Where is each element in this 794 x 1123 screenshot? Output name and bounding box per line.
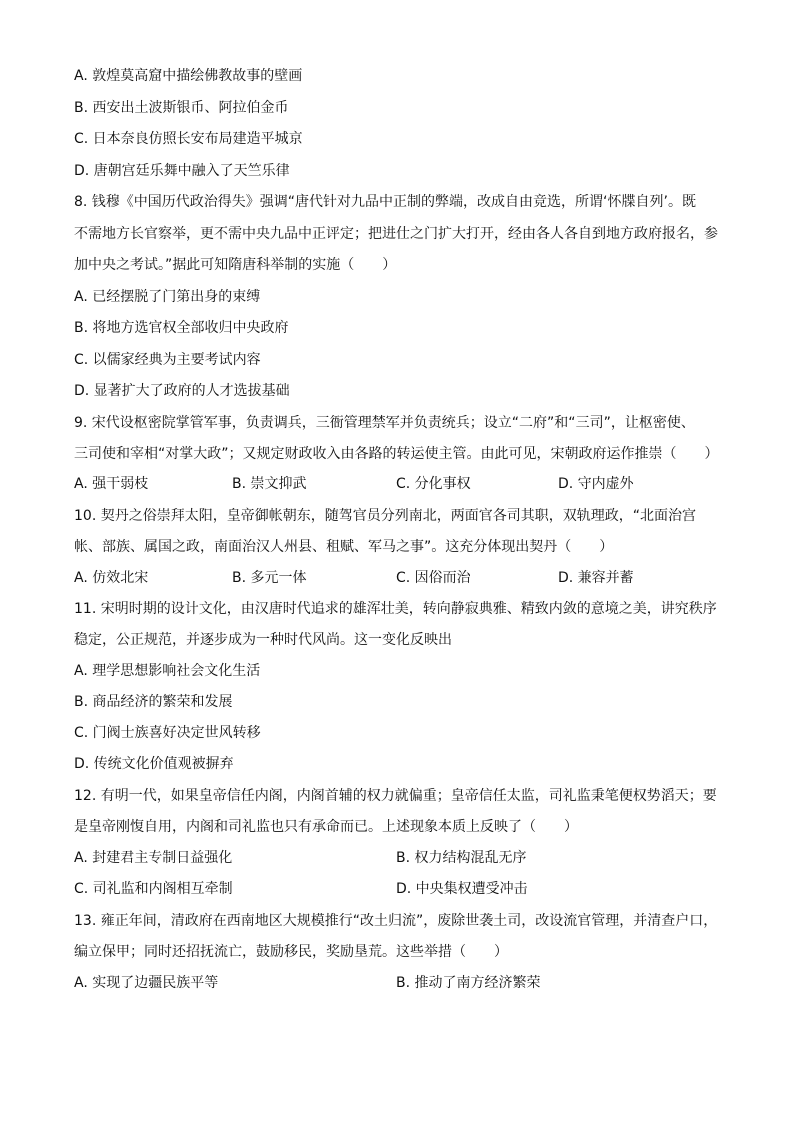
q11-option-a: A. 理学思想影响社会文化生活 bbox=[74, 663, 261, 679]
q10-option-c: C. 因俗而治 bbox=[396, 570, 471, 586]
q13-option-b: B. 推动了南方经济繁荣 bbox=[396, 975, 541, 991]
q8-option-b: B. 将地方选官权全部收归中央政府 bbox=[74, 320, 289, 336]
q12-option-c: C. 司礼监和内阁相互牵制 bbox=[74, 881, 233, 897]
q10-stem-line-1: 10. 契丹之俗崇拜太阳，皇帝御帐朝东，随驾官员分列南北，两面官各司其职，双轨理政，“北面治宫 bbox=[74, 508, 696, 524]
q7-option-b: B. 西安出土波斯银币、阿拉伯金币 bbox=[74, 100, 289, 116]
q11-stem-line-1: 11. 宋明时期的设计文化，由汉唐时代追求的雄浑壮美，转向静寂典雅、精致内敛的意境之美，讲究秩序 bbox=[74, 601, 717, 617]
q8-stem-line-3: 加中央之考试。”据此可知隋唐科举制的实施（ ） bbox=[74, 257, 397, 273]
q9-option-a: A. 强干弱枝 bbox=[74, 476, 149, 492]
q9-stem-line-1: 9. 宋代设枢密院掌管军事，负责调兵，三衙管理禁军并负责统兵；设立“二府”和“三司”，让枢密使、 bbox=[74, 415, 695, 431]
q8-stem-line-1: 8. 钱穆《中国历代政治得失》强调“唐代针对九品中正制的弊端，改成自由竞选，所谓‘怀牒自列’。既 bbox=[74, 194, 696, 210]
q9-option-d: D. 守内虚外 bbox=[558, 476, 634, 492]
q13-stem-line-1: 13. 雍正年间，清政府在西南地区大规模推行“改土归流”，废除世袭土司，改设流官管理，并清查户口， bbox=[74, 913, 718, 929]
q12-option-b: B. 权力结构混乱无序 bbox=[396, 850, 527, 866]
q11-option-c: C. 门阀士族喜好决定世风转移 bbox=[74, 725, 261, 741]
q10-option-a: A. 仿效北宋 bbox=[74, 570, 149, 586]
q9-option-b: B. 崇文抑武 bbox=[232, 476, 307, 492]
q7-option-c: C. 日本奈良仿照长安布局建造平城京 bbox=[74, 131, 303, 147]
q13-options-row-1 bbox=[74, 973, 764, 993]
q9-options bbox=[74, 474, 764, 494]
q7-option-d: D. 唐朝宫廷乐舞中融入了天竺乐律 bbox=[74, 163, 290, 179]
q12-option-d: D. 中央集权遭受冲击 bbox=[396, 881, 528, 897]
q12-stem-line-1: 12. 有明一代，如果皇帝信任内阁，内阁首辅的权力就偏重；皇帝信任太监，司礼监秉笔便权势滔天；要 bbox=[74, 788, 717, 804]
q10-option-b: B. 多元一体 bbox=[232, 570, 307, 586]
q10-options bbox=[74, 568, 764, 588]
q10-option-d: D. 兼容并蓄 bbox=[558, 570, 634, 586]
q12-option-a: A. 封建君主专制日益强化 bbox=[74, 850, 233, 866]
q8-option-c: C. 以儒家经典为主要考试内容 bbox=[74, 352, 261, 368]
q8-stem-line-2: 不需地方长官察举，更不需中央九品中正评定；把进仕之门扩大打开，经由各人各自到地方政府报名，参 bbox=[74, 226, 718, 242]
q11-stem-line-2: 稳定，公正规范，并逐步成为一种时代风尚。这一变化反映出 bbox=[74, 632, 452, 648]
q11-option-b: B. 商品经济的繁荣和发展 bbox=[74, 694, 233, 710]
q13-stem-line-2: 编立保甲；同时还招抚流亡，鼓励移民，奖励垦荒。这些举措（ ） bbox=[74, 944, 508, 960]
q8-option-a: A. 已经摆脱了门第出身的束缚 bbox=[74, 289, 261, 305]
q9-stem-line-2: 三司使和宰相“对掌大政”；又规定财政收入由各路的转运使主管。由此可见，宋朝政府运作推崇（ ） bbox=[74, 446, 719, 462]
q12-options-row-1 bbox=[74, 848, 764, 868]
q10-stem-line-2: 帐、部族、属国之政，南面治汉人州县、租赋、军马之事”。这充分体现出契丹（ ） bbox=[74, 539, 614, 555]
q7-option-a: A. 敦煌莫高窟中描绘佛教故事的壁画 bbox=[74, 68, 303, 84]
q12-stem-line-2: 是皇帝刚愎自用，内阁和司礼监也只有承命而已。上述现象本质上反映了（ ） bbox=[74, 819, 578, 835]
q13-option-a: A. 实现了边疆民族平等 bbox=[74, 975, 219, 991]
q12-options-row-2 bbox=[74, 879, 764, 899]
q9-option-c: C. 分化事权 bbox=[396, 476, 471, 492]
q8-option-d: D. 显著扩大了政府的人才选拔基础 bbox=[74, 383, 290, 399]
q11-option-d: D. 传统文化价值观被摒弃 bbox=[74, 756, 234, 772]
